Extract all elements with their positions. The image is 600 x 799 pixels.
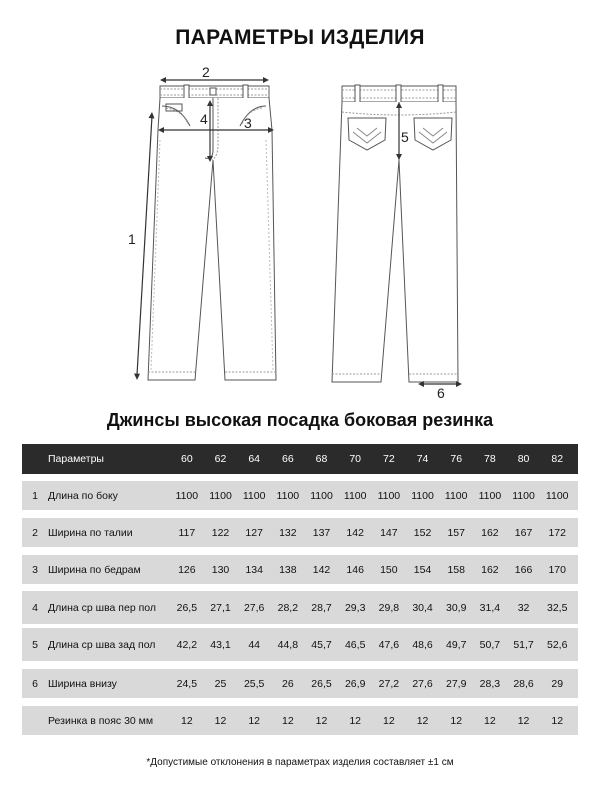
table-cell: 28,3 [479, 677, 501, 690]
table-cell: 147 [380, 526, 398, 539]
table-cell: 48,6 [412, 638, 433, 651]
table-cell: 50,7 [479, 638, 501, 651]
table-cell: 146 [346, 563, 364, 576]
table-cell: 152 [413, 526, 432, 539]
table-cell: 47,6 [378, 638, 400, 651]
product-subtitle: Джинсы высокая посадка боковая резинка [106, 410, 494, 430]
size-header-cell: 60 [180, 453, 193, 465]
table-cell: 27,2 [378, 677, 400, 690]
table-cell: 28,2 [277, 601, 299, 614]
table-cell: 25,5 [243, 677, 265, 690]
table-cell: 26,5 [176, 601, 198, 614]
size-header-cell: 64 [248, 453, 261, 465]
size-header-cell: 74 [416, 453, 429, 465]
table-cell: 127 [245, 526, 263, 539]
table-cell: 150 [380, 563, 398, 576]
dimension-label-6: 6 [437, 385, 445, 400]
table-row [22, 628, 578, 661]
dimension-label-2: 2 [202, 64, 210, 80]
table-cell: 24,5 [176, 677, 198, 690]
table-cell: 12 [282, 714, 294, 727]
table-cell: 142 [346, 526, 364, 539]
table-cell: 30,4 [412, 601, 433, 614]
row-number: 2 [32, 526, 38, 539]
size-header-cell: 80 [517, 453, 530, 465]
dimension-label-1: 1 [128, 231, 136, 247]
table-cell: 29 [551, 677, 564, 690]
table-cell: 117 [178, 526, 196, 539]
table-cell: 26,5 [311, 677, 332, 690]
table-cell: 130 [211, 563, 230, 576]
table-cell: 49,7 [445, 638, 467, 651]
table-cell: 44,8 [277, 638, 299, 651]
table-cell: 166 [514, 563, 533, 576]
table-cell: 42,2 [176, 638, 198, 651]
table-cell: 172 [548, 526, 566, 539]
table-cell: 170 [548, 563, 566, 576]
table-cell: 31,4 [479, 601, 501, 614]
table-cell: 1100 [377, 489, 401, 502]
size-header-cell: 68 [315, 453, 328, 465]
table-cell: 12 [450, 714, 463, 727]
table-cell: 12 [248, 714, 261, 727]
table-cell: 1100 [444, 489, 468, 502]
jeans-diagram [0, 60, 600, 400]
table-cell: 28,6 [513, 677, 534, 690]
table-cell: 29,8 [378, 601, 400, 614]
table-cell: 12 [383, 714, 395, 727]
table-cell: 12 [551, 714, 564, 727]
table-cell: 27,6 [412, 677, 433, 690]
table-cell: 167 [514, 526, 533, 539]
table-cell: 1100 [175, 489, 199, 502]
table-cell: 1100 [242, 489, 266, 502]
table-row [22, 555, 578, 584]
table-cell: 162 [481, 526, 499, 539]
parameter-name: Длина по боку [48, 489, 118, 502]
dimension-label-4: 4 [200, 111, 208, 127]
table-cell: 12 [315, 714, 328, 727]
header-label: Параметры [48, 453, 104, 465]
row-number: 1 [32, 489, 38, 502]
table-cell: 1100 [478, 489, 502, 502]
table-cell: 12 [180, 714, 193, 727]
table-cell: 1100 [343, 489, 367, 502]
table-cell: 27,9 [445, 677, 467, 690]
parameter-name: Ширина по талии [48, 526, 133, 539]
dimension-label-5: 5 [401, 129, 409, 145]
table-cell: 12 [484, 714, 496, 727]
table-cell: 29,3 [344, 601, 366, 614]
row-number: 5 [32, 638, 38, 651]
table-cell: 132 [279, 526, 297, 539]
table-row [22, 591, 578, 624]
parameter-name: Длина ср шва пер пол [48, 601, 157, 614]
table-cell: 134 [245, 563, 263, 576]
page-title: ПАРАМЕТРЫ ИЗДЕЛИЯ [175, 26, 425, 49]
table-row [22, 518, 578, 547]
table-cell: 44 [248, 638, 261, 651]
table-cell: 26 [282, 677, 294, 690]
table-cell: 12 [517, 714, 530, 727]
table-cell: 28,7 [311, 601, 332, 614]
parameter-name: Резинка в пояс 30 мм [48, 714, 154, 727]
size-table [22, 444, 578, 734]
table-cell: 1100 [209, 489, 232, 502]
size-header-cell: 70 [349, 453, 362, 465]
table-cell: 52,6 [547, 638, 568, 651]
size-header-cell: 82 [551, 453, 564, 465]
table-cell: 138 [279, 563, 297, 576]
table-cell: 12 [349, 714, 362, 727]
table-cell: 32 [517, 601, 530, 614]
table-cell: 45,7 [311, 638, 332, 651]
table-cell: 154 [413, 563, 432, 576]
table-header-row [22, 444, 578, 474]
table-cell: 25 [214, 677, 227, 690]
table-cell: 1100 [310, 489, 333, 502]
size-header-cell: 76 [450, 453, 463, 465]
size-header-cell: 72 [383, 453, 395, 465]
table-row [22, 481, 578, 510]
table-cell: 162 [481, 563, 499, 576]
table-row [22, 706, 578, 735]
table-cell: 122 [211, 526, 230, 539]
table-cell: 12 [416, 714, 429, 727]
row-number: 4 [32, 601, 38, 614]
table-cell: 1100 [411, 489, 434, 502]
table-cell: 46,5 [344, 638, 366, 651]
table-cell: 157 [447, 526, 465, 539]
table-cell: 1100 [512, 489, 535, 502]
row-number: 3 [32, 563, 38, 576]
table-cell: 27,6 [243, 601, 265, 614]
tolerance-note: *Допустимые отклонения в параметрах изделия составляет ±1 см [146, 757, 454, 768]
size-header-cell: 78 [484, 453, 496, 465]
table-row [22, 669, 578, 698]
dimension-label-3: 3 [244, 115, 252, 131]
table-cell: 142 [312, 563, 331, 576]
table-cell: 32,5 [547, 601, 568, 614]
parameter-name: Длина ср шва зад пол [48, 638, 156, 651]
parameter-name: Ширина внизу [48, 677, 117, 690]
size-header-cell: 62 [214, 453, 227, 465]
table-cell: 51,7 [513, 638, 534, 651]
table-cell: 1100 [545, 489, 569, 502]
table-cell: 12 [214, 714, 227, 727]
parameter-name: Ширина по бедрам [48, 563, 141, 576]
table-cell: 1100 [276, 489, 300, 502]
jeans-front-drawing [148, 85, 276, 380]
table-cell: 137 [312, 526, 331, 539]
size-header-cell: 66 [282, 453, 294, 465]
table-cell: 30,9 [445, 601, 467, 614]
table-cell: 43,1 [210, 638, 231, 651]
table-cell: 158 [447, 563, 465, 576]
jeans-back-drawing [332, 85, 458, 382]
table-cell: 27,1 [210, 601, 231, 614]
table-cell: 126 [178, 563, 196, 576]
row-number: 6 [32, 677, 38, 690]
table-cell: 26,9 [344, 677, 366, 690]
